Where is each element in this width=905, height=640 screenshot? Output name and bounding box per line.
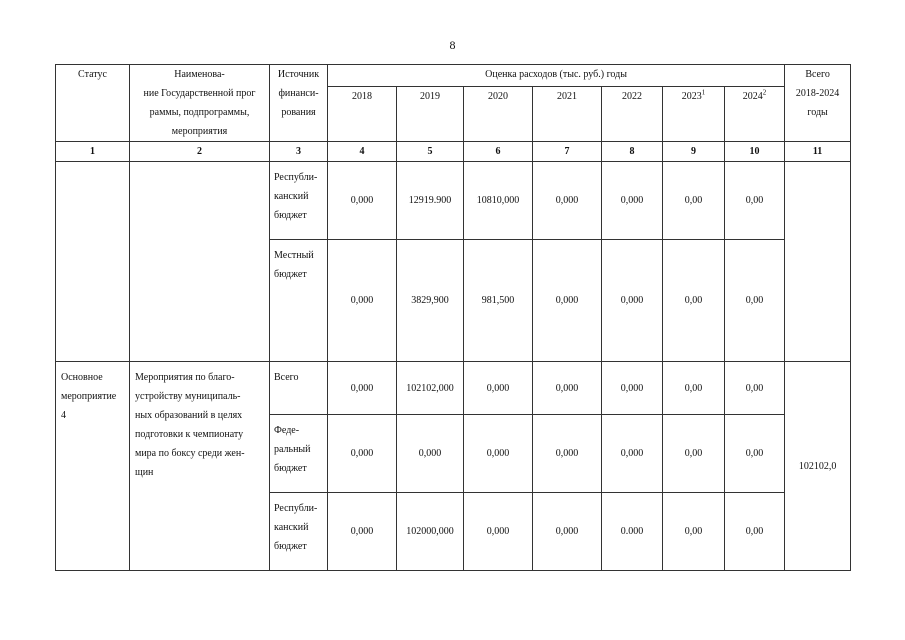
value-cell: 0,000 xyxy=(464,362,533,415)
status-header xyxy=(56,65,130,142)
source-cell xyxy=(270,493,328,571)
value-cell: 0,00 xyxy=(725,493,785,571)
source-text: канский xyxy=(274,522,309,533)
value-cell: 12919.900 xyxy=(397,162,464,240)
value-cell: 0,000 xyxy=(602,162,663,240)
value-cell: 0.000 xyxy=(602,493,663,571)
year-header: 2022 xyxy=(602,87,663,142)
value-cell: 0,00 xyxy=(725,362,785,415)
budget-table xyxy=(55,64,851,571)
column-number: 4 xyxy=(328,142,397,162)
value-cell: 0,000 xyxy=(328,415,397,493)
name-text: щин xyxy=(135,467,154,478)
value-cell: 0,00 xyxy=(725,415,785,493)
status-text: Основное xyxy=(61,372,103,383)
year-header: 2020 xyxy=(464,87,533,142)
column-number: 11 xyxy=(785,142,851,162)
source-cell xyxy=(270,162,328,240)
value-cell: 0,00 xyxy=(663,415,725,493)
column-number: 5 xyxy=(397,142,464,162)
source-text: бюджет xyxy=(274,269,307,280)
header-row xyxy=(56,65,851,87)
source-header xyxy=(270,65,328,142)
column-number: 3 xyxy=(270,142,328,162)
source-cell xyxy=(270,415,328,493)
value-cell: 0,00 xyxy=(663,162,725,240)
status-text: мероприятие xyxy=(61,391,117,402)
name-text: Мероприятия по благо- xyxy=(135,372,235,383)
status-cell xyxy=(56,162,130,362)
value-cell: 0,000 xyxy=(533,162,602,240)
value-cell: 3829,900 xyxy=(397,240,464,362)
name-text: ных образований в целях xyxy=(135,410,243,421)
status-cell xyxy=(56,362,130,571)
value-cell: 0,000 xyxy=(464,415,533,493)
source-header-line: финанси- xyxy=(278,88,319,99)
value-cell: 102102,000 xyxy=(397,362,464,415)
value-cell: 0,000 xyxy=(328,162,397,240)
source-header-line: рования xyxy=(281,107,316,118)
source-text: бюджет xyxy=(274,541,307,552)
value-cell: 10810,000 xyxy=(464,162,533,240)
footnote-mark: 1 xyxy=(701,88,706,97)
value-cell: 0,000 xyxy=(397,415,464,493)
value-cell: 0,000 xyxy=(533,240,602,362)
table-row xyxy=(56,362,851,415)
status-header-text: Статус xyxy=(78,69,107,80)
year-header xyxy=(663,87,725,142)
source-text: канский xyxy=(274,191,309,202)
total-header xyxy=(785,65,851,142)
name-text: мира по боксу среди жен- xyxy=(135,448,245,459)
value-cell: 0,000 xyxy=(328,362,397,415)
value-cell: 0,000 xyxy=(533,493,602,571)
name-header-line: Наименова- xyxy=(174,69,225,80)
source-text: Феде- xyxy=(274,425,300,436)
source-cell xyxy=(270,362,328,415)
footnote-mark: 2 xyxy=(762,88,767,97)
status-text: 4 xyxy=(61,410,66,421)
source-text: Республи- xyxy=(274,172,318,183)
value-cell: 0,000 xyxy=(464,493,533,571)
value-cell: 102000,000 xyxy=(397,493,464,571)
column-number: 6 xyxy=(464,142,533,162)
costs-header: Оценка расходов (тыс. руб.) годы xyxy=(328,65,785,87)
page-number: 8 xyxy=(449,38,456,52)
value-cell: 0,00 xyxy=(725,240,785,362)
source-text: бюджет xyxy=(274,463,307,474)
source-header-line: Источник xyxy=(277,69,320,80)
table-row xyxy=(56,162,851,240)
source-cell xyxy=(270,240,328,362)
value-cell: 0,00 xyxy=(725,162,785,240)
year-text: 2024 xyxy=(742,91,763,102)
value-cell: 0,000 xyxy=(533,415,602,493)
name-text: устройству муниципаль- xyxy=(135,391,241,402)
value-cell: 0,000 xyxy=(328,240,397,362)
total-header-line: 2018-2024 xyxy=(795,88,840,99)
total-cell xyxy=(785,162,851,362)
year-text: 2023 xyxy=(681,91,702,102)
source-text: Республи- xyxy=(274,503,318,514)
value-cell: 0,000 xyxy=(602,415,663,493)
name-header-line: мероприятия xyxy=(171,126,228,137)
source-text: бюджет xyxy=(274,210,307,221)
name-cell xyxy=(130,362,270,571)
total-header-line: годы xyxy=(807,107,828,118)
year-header: 2019 xyxy=(397,87,464,142)
column-number: 7 xyxy=(533,142,602,162)
total-cell: 102102,0 xyxy=(785,362,851,571)
source-text: ральный xyxy=(274,444,311,455)
year-header: 2021 xyxy=(533,87,602,142)
year-header xyxy=(725,87,785,142)
value-cell: 0,000 xyxy=(602,240,663,362)
column-number: 9 xyxy=(663,142,725,162)
source-text: Всего xyxy=(274,372,299,383)
name-header-line: раммы, подпрограммы, xyxy=(149,107,250,118)
column-number: 10 xyxy=(725,142,785,162)
year-header: 2018 xyxy=(328,87,397,142)
source-text: Местный xyxy=(274,250,314,261)
column-number: 1 xyxy=(56,142,130,162)
name-header-line: ние Государственной прог xyxy=(143,88,256,99)
column-number: 2 xyxy=(130,142,270,162)
value-cell: 0,000 xyxy=(328,493,397,571)
value-cell: 0,00 xyxy=(663,240,725,362)
value-cell: 0,000 xyxy=(602,362,663,415)
name-text: подготовки к чемпионату xyxy=(135,429,244,440)
name-header xyxy=(130,65,270,142)
column-number: 8 xyxy=(602,142,663,162)
value-cell: 981,500 xyxy=(464,240,533,362)
total-header-line: Всего xyxy=(805,69,830,80)
value-cell: 0,00 xyxy=(663,493,725,571)
value-cell: 0,00 xyxy=(663,362,725,415)
name-cell xyxy=(130,162,270,362)
value-cell: 0,000 xyxy=(533,362,602,415)
column-numbers-row xyxy=(56,142,851,162)
